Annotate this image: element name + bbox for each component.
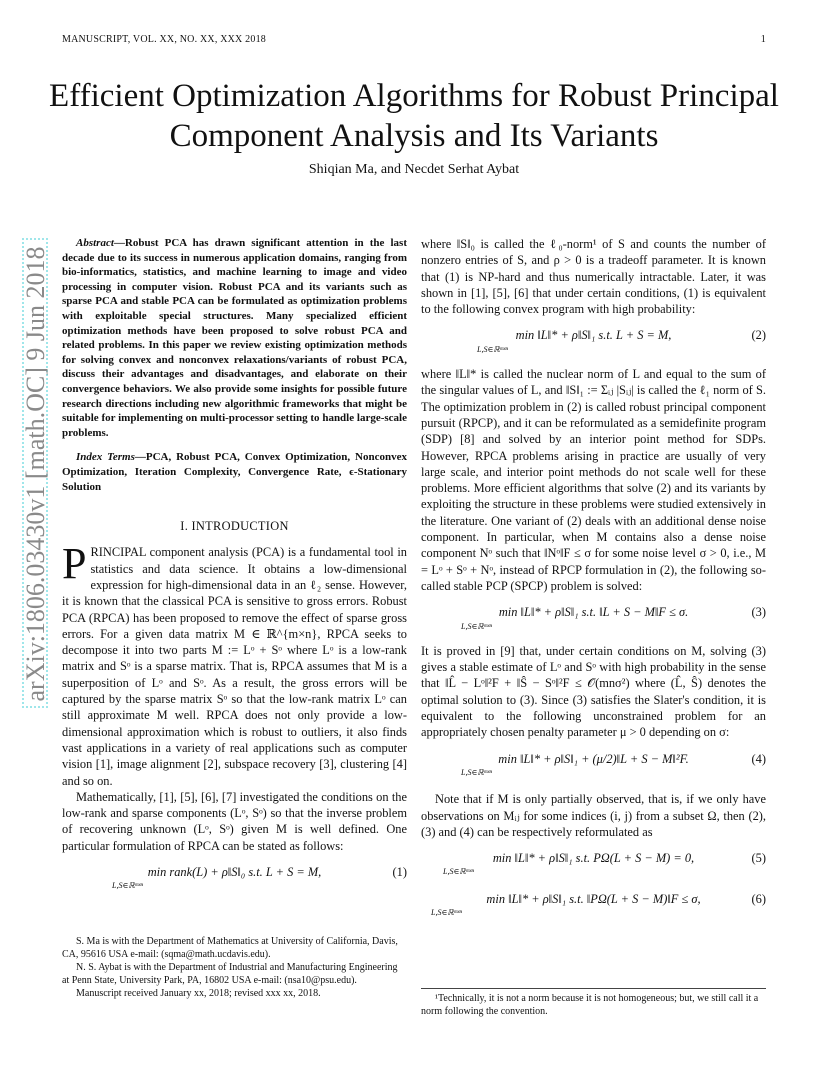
eq2-number: (2) [751,328,766,343]
eq1-body: min rank(L) + ρ‖S‖₀ s.t. L + S = M, [147,865,322,880]
eq6-subscript: L,S∈ℝᵐˣⁿ [431,907,462,917]
eq1-subscript: L,S∈ℝᵐˣⁿ [112,881,143,891]
right-paragraph-3: It is proved in [9] that, under certain conditions on M, solving (3) gives a stable estimate of Lᵒ and Sᵒ with high probability in the sense that ‖L̂ − Lᵒ‖²F + ‖Ŝ − Sᵒ‖²F ≤ 𝒪(mnσ²) where (L̂, Ŝ) denotes the optimal solution to (3). Since (3) satisfies the Slater's condition, it is equivalent to the following unconstrained problem for an appropriately chosen penalty parameter μ > 0 depending on σ: [421,643,766,740]
right-column [421,236,766,921]
eq4-body: min ‖L‖* + ρ‖S‖₁ + (μ/2)‖L + S − M‖²F. [498,751,689,766]
footnote-ma: S. Ma is with the Department of Mathematics at University of California, Davis, CA, 95616 USA e-mail: (sqma@math.ucdavis.edu). [62,936,398,960]
footnote-aybat: N. S. Aybat is with the Department of Industrial and Manufacturing Engineering at Penn State, University Park, PA, 16802 USA e-mail: (nsa10@psu.edu). [62,962,398,986]
right-footnote [421,988,766,1018]
arxiv-stamp[interactable] [21,244,51,704]
eq6-number: (6) [751,891,766,906]
arxiv-id: arXiv:1806.03430v1 [math.OC] 9 Jun 2018 [21,246,50,702]
footnote-received: Manuscript received January xx, 2018; revised xxx xx, 2018. [76,988,321,999]
index-terms-text: —PCA, Robust PCA, Convex Optimization, Nonconvex Optimization, Iteration Complexity, Convergence Rate, ϵ-Stationary Solution [62,451,407,493]
index-terms-label: Index Terms [76,451,135,464]
eq4-number: (4) [751,751,766,766]
eq2-subscript: L,S∈ℝᵐˣⁿ [477,344,508,354]
intro-paragraph-2: Mathematically, [1], [5], [6], [7] investigated the conditions on the low-rank and sparse components (Lᵒ, Sᵒ) so that the inverse problem of recovering unknown (Lᵒ, Sᵒ) given M is well defined. One particular formulation of RPCA can be stated as follows: [62,789,407,853]
eq5-body: min ‖L‖* + ρ‖S‖₁ s.t. PΩ(L + S − M) = 0, [492,851,695,866]
section-heading: I. INTRODUCTION [180,519,289,534]
equation-5 [421,850,766,866]
right-paragraph-2: where ‖L‖* is called the nuclear norm of L and equal to the sum of the singular values of L, and ‖S‖₁ := Σᵢⱼ |Sᵢⱼ| is called the ℓ₁ norm of S. The optimization problem in (2) is called robust principal component pursuit (RPCP), and it can be reformulated as a semidefinite program (SDP) [8] and solved by an interior point method for SDPs. However, RPCA problems arising in practice are usually of very large scale, and interior point methods do not scale well for these problems. More efficient algorithms that solve (2) and its variants by exploiting the structure in these problems were studied extensively in the literature. One variant of (2) deals with an additional dense noise component. In particular, when M contains also a dense noise component Nᵒ such that ‖Nᵒ‖F ≤ σ for some noise level σ > 0, i.e., M = Lᵒ + Sᵒ + Nᵒ, instead of RPCP formulation in (2), the following so-called stable PCP (SPCP) problem is solved: [421,367,766,593]
equation-2 [421,327,766,343]
header-journal: MANUSCRIPT, VOL. XX, NO. XX, XXX 2018 [62,34,266,45]
eq3-subscript: L,S∈ℝᵐˣⁿ [461,621,492,631]
eq2-body: min ‖L‖* + ρ‖S‖₁ s.t. L + S = M, [515,328,672,343]
footnote-l0-norm: ¹Technically, it is not a norm because it is not homogeneous; but, we still call it a norm following the convention. [421,993,759,1017]
equation-4 [421,751,766,767]
eq3-body: min ‖L‖* + ρ‖S‖₁ s.t. ‖L + S − M‖F ≤ σ. [498,605,689,620]
eq3-number: (3) [751,605,766,620]
equation-3 [421,604,766,620]
abstract [62,236,407,440]
drop-cap: P [62,539,87,589]
right-paragraph-1: where ‖S‖₀ is called the ℓ₀-norm¹ of S and counts the number of nonzero entries of S, and ρ > 0 is a tradeoff parameter. It is known that (1) is NP-hard and thus numerically intractable. Later, it was shown in [1], [5], [6] that under certain conditions, (1) is equivalent to the following convex program with high probability: [421,237,766,317]
eq4-subscript: L,S∈ℝᵐˣⁿ [461,767,492,777]
page-number: 1 [760,34,766,45]
paper-title: Efficient Optimization Algorithms for Robust Principal Component Analysis and Its Variants [49,78,779,154]
paper-authors: Shiqian Ma, and Necdet Serhat Aybat [308,162,520,177]
index-terms [62,450,407,494]
equation-1 [62,864,407,880]
left-footnotes [62,935,407,1000]
abstract-label: Abstract [76,237,114,249]
running-header [62,34,766,45]
intro-paragraph-1 [62,539,407,788]
eq5-subscript: L,S∈ℝᵐˣⁿ [443,867,474,877]
right-paragraph-4: Note that if M is only partially observed, that is, if we only have observations on Mᵢⱼ for some indices (i, j) from a subset Ω, then (2), (3) and (4) can be respectively reformulated as [421,792,766,839]
equation-6 [421,891,766,907]
abstract-text: —Robust PCA has drawn significant attention in the last decade due to its success in numerous application domains, ranging from bio-informatics, statistics, and machine learning to image and video processing in computer vision. Robust PCA and its variants such as sparse PCA and stable PCA can be formulated as optimization problems with exploitable special structures. Many specialized efficient optimization methods have been proposed to solve robust PCA and related problems. In this paper we review existing optimization methods for solving convex and nonconvex relaxations/variants of robust PCA, discuss their advantages and disadvantages, and elaborate on their convergence behaviors. We also provide some insights for possible future research directions including new algorithmic frameworks that might be suitable for implementing on multi-processor setting to handle large-scale problems. [62,237,407,439]
intro-p1-text: RINCIPAL component analysis (PCA) is a fundamental tool in statistics and data science. It obtains a low-dimensional expression for high-dimensional data in an ℓ₂ sense. However, it is known that the classical PCA is sensitive to gross errors. Robust PCA (RPCA) has been proposed to remove the effect of sparse gross errors. For a given data matrix M ∈ ℝ^{m×n}, RPCA seeks to decompose it into two parts M := Lᵒ + Sᵒ where Lᵒ is a low-rank matrix and Sᵒ is a sparse matrix. That is, RPCA assumes that M is a superposition of Lᵒ and Sᵒ. As a result, the gross errors will be captured by the sparse matrix Sᵒ so that the low-rank matrix Lᵒ can still approximate M well. RPCA does not only provide a low-dimensional approximation which is robust to outliers, it also finds vast applications in a variety of real applications such as computer vision [1], image alignment [2], subspace recovery [3], clustering [4] and so on. [62,545,407,788]
left-column [62,236,407,895]
eq5-number: (5) [751,851,766,866]
eq6-body: min ‖L‖* + ρ‖S‖₁ s.t. ‖PΩ(L + S − M)‖F ≤ σ, [486,891,701,906]
eq1-number: (1) [392,865,407,880]
